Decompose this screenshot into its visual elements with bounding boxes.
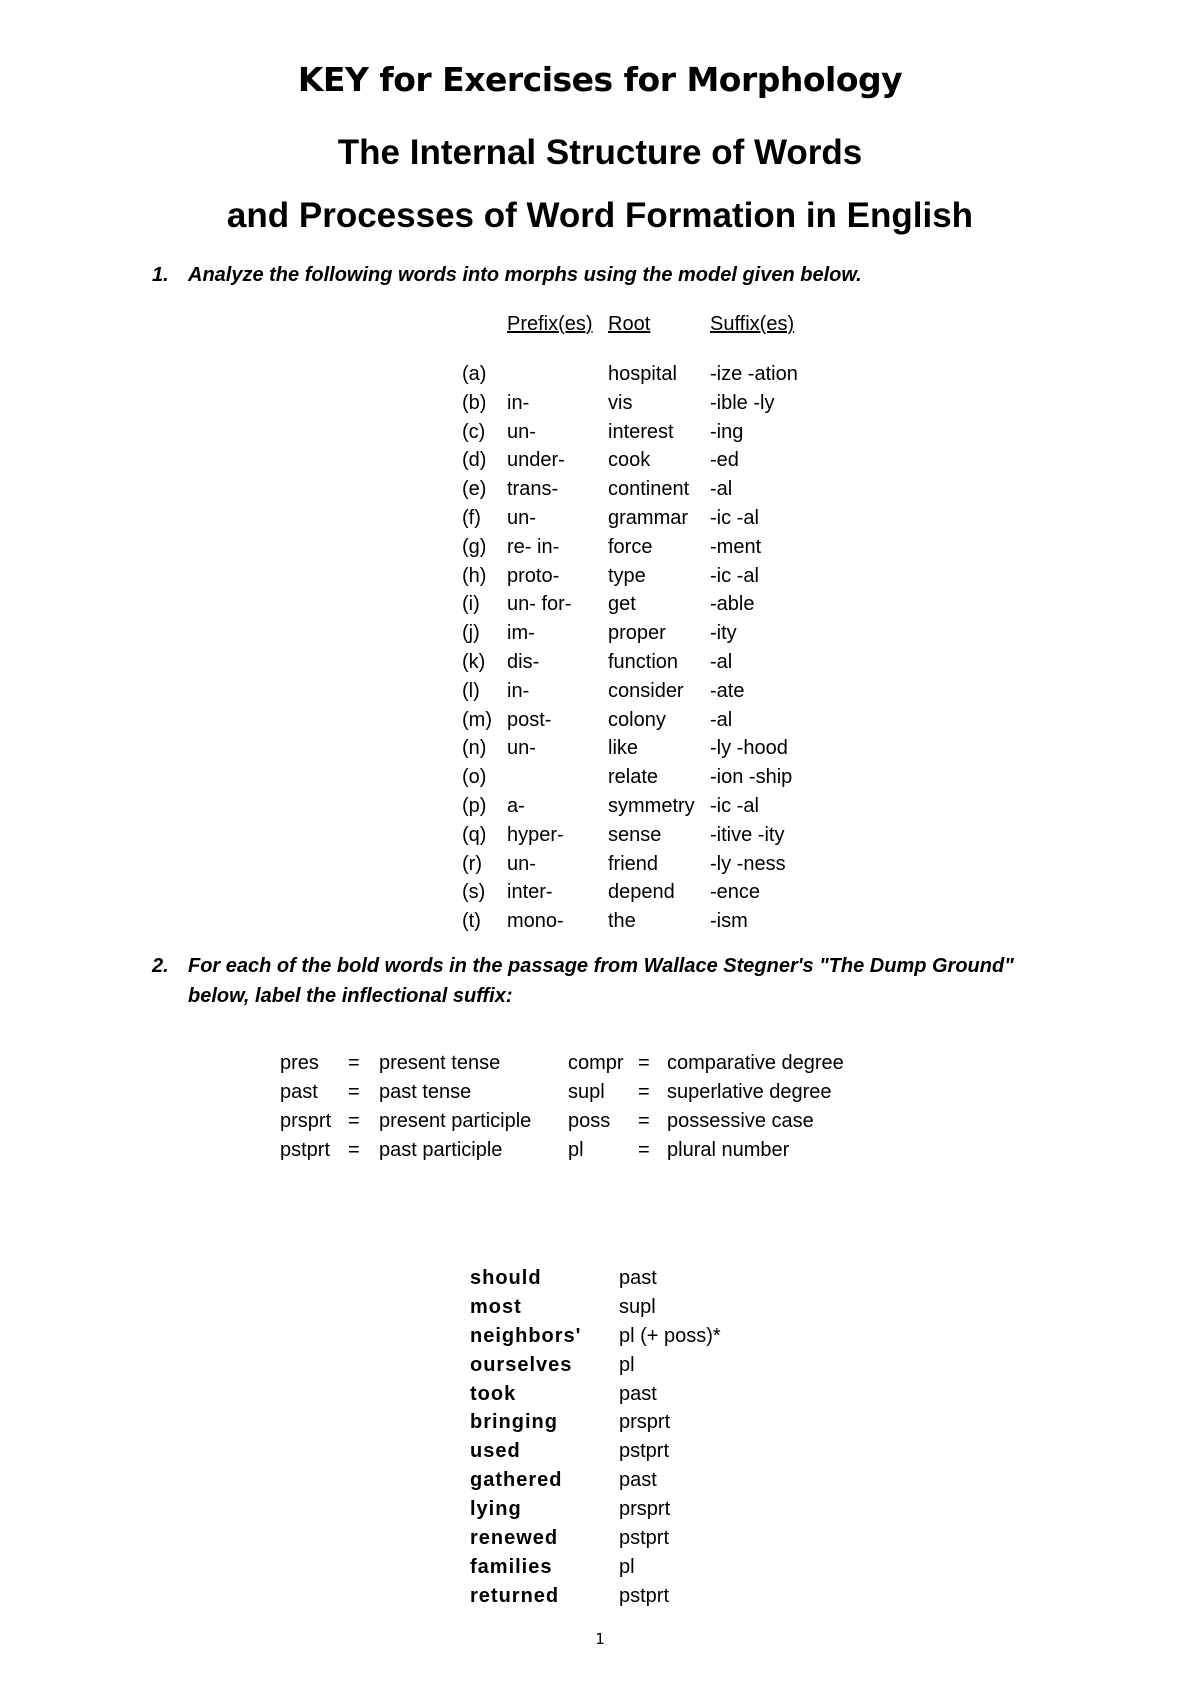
header-prefix: Prefix(es): [507, 313, 593, 335]
row-label: (d): [462, 449, 487, 472]
abbreviation-code: supl: [568, 1081, 605, 1103]
row-root: proper: [608, 622, 666, 645]
row-suffix: -ed: [710, 449, 739, 472]
abbreviation-description: plural number: [667, 1139, 790, 1161]
row-root: force: [608, 535, 653, 558]
row-suffix: -ism: [710, 910, 748, 933]
answer-word: renewed: [470, 1527, 559, 1550]
document-subtitle-line2: and Processes of Word Formation in English: [226, 196, 974, 235]
answer-word: gathered: [470, 1469, 563, 1492]
equals-sign: =: [638, 1139, 650, 1161]
row-prefix: trans-: [507, 478, 559, 501]
row-suffix: -ic -al: [710, 506, 759, 529]
document-subtitle-line1: The Internal Structure of Words: [337, 133, 863, 172]
row-label: (e): [462, 478, 487, 501]
row-suffix: -able: [710, 593, 755, 616]
row-prefix: mono-: [507, 910, 564, 933]
row-root: get: [608, 593, 636, 616]
row-root: the: [608, 910, 636, 933]
abbreviation-description: present tense: [379, 1052, 501, 1074]
abbreviation-code: poss: [568, 1110, 611, 1132]
row-suffix: -ly -hood: [710, 737, 788, 760]
abbreviation-description: present participle: [379, 1110, 532, 1132]
row-label: (f): [462, 506, 481, 529]
answer-label: prsprt: [619, 1411, 671, 1434]
row-root: function: [608, 650, 679, 673]
row-root: type: [608, 564, 646, 587]
answer-word: ourselves: [470, 1353, 573, 1376]
row-root: friend: [608, 852, 659, 875]
answer-label: prsprt: [619, 1498, 671, 1521]
exercise2-number: 2.: [152, 955, 169, 977]
abbreviation-description: past tense: [379, 1081, 472, 1103]
row-label: (s): [462, 881, 486, 904]
abbreviation-code: past: [280, 1081, 318, 1103]
row-suffix: -ing: [710, 420, 744, 443]
row-label: (l): [462, 679, 480, 702]
row-label: (o): [462, 766, 487, 789]
row-prefix: post-: [507, 708, 552, 731]
row-prefix: inter-: [507, 881, 553, 904]
row-prefix: in-: [507, 391, 530, 414]
row-label: (i): [462, 593, 480, 616]
answer-label: pstprt: [619, 1440, 670, 1463]
answer-word: used: [470, 1440, 521, 1463]
row-root: like: [608, 737, 639, 760]
row-suffix: -ize -ation: [710, 363, 798, 385]
answer-word: bringing: [470, 1411, 558, 1434]
row-label: (b): [462, 391, 487, 414]
equals-sign: =: [638, 1110, 650, 1132]
row-label: (m): [462, 708, 492, 731]
row-root: interest: [608, 420, 674, 443]
row-label: (r): [462, 852, 482, 875]
row-suffix: -ence: [710, 881, 761, 904]
row-suffix: -ly -ness: [710, 852, 786, 875]
answer-word: took: [470, 1382, 517, 1405]
row-prefix: un-: [507, 852, 536, 875]
answer-word: families: [470, 1555, 553, 1578]
row-suffix: -ity: [710, 622, 737, 645]
row-label: (k): [462, 650, 486, 673]
row-prefix: im-: [507, 622, 535, 645]
equals-sign: =: [638, 1052, 650, 1074]
row-prefix: under-: [507, 449, 565, 472]
row-prefix: in-: [507, 679, 530, 702]
row-label: (p): [462, 794, 487, 817]
abbreviation-code: pl: [568, 1139, 584, 1161]
answer-label: pstprt: [619, 1584, 670, 1607]
equals-sign: =: [348, 1139, 360, 1161]
row-root: hospital: [608, 363, 677, 385]
abbreviation-description: past participle: [379, 1139, 503, 1161]
row-prefix: dis-: [507, 650, 540, 673]
row-suffix: -itive -ity: [710, 823, 785, 846]
row-label: (a): [462, 363, 487, 385]
row-suffix: -al: [710, 708, 733, 731]
exercise1-instruction: Analyze the following words into morphs using the model given below.: [188, 264, 862, 286]
equals-sign: =: [348, 1052, 360, 1074]
row-suffix: -ment: [710, 535, 762, 558]
equals-sign: =: [348, 1110, 360, 1132]
row-suffix: -ic -al: [710, 794, 759, 817]
equals-sign: =: [638, 1081, 650, 1103]
answer-label: pl: [619, 1353, 635, 1376]
answer-label: past: [619, 1469, 657, 1492]
row-label: (t): [462, 910, 481, 933]
exercise1-number: 1.: [152, 264, 169, 286]
row-prefix: un-: [507, 420, 536, 443]
row-prefix: proto-: [507, 564, 560, 587]
row-label: (j): [462, 622, 480, 645]
row-root: sense: [608, 823, 662, 846]
answer-label: pl (+ poss)*: [619, 1324, 721, 1347]
row-suffix: -ible -ly: [710, 391, 775, 414]
row-root: cook: [608, 449, 651, 472]
row-suffix: -al: [710, 478, 733, 501]
row-suffix: -ion -ship: [710, 766, 793, 789]
answer-word: should: [470, 1267, 542, 1289]
row-label: (c): [462, 420, 486, 443]
row-prefix: a-: [507, 794, 525, 817]
row-root: grammar: [608, 506, 689, 529]
row-prefix: re- in-: [507, 535, 560, 558]
answer-label: past: [619, 1267, 657, 1289]
answer-word: returned: [470, 1584, 560, 1607]
abbreviation-description: superlative degree: [667, 1081, 832, 1103]
answer-label: pstprt: [619, 1527, 670, 1550]
abbreviation-description: comparative degree: [667, 1052, 844, 1074]
answer-word: neighbors': [470, 1324, 582, 1347]
row-suffix: -ic -al: [710, 564, 759, 587]
row-root: colony: [608, 708, 666, 731]
row-label: (g): [462, 535, 487, 558]
row-suffix: -ate: [710, 679, 745, 702]
answer-word: lying: [470, 1498, 522, 1521]
document-title: KEY for Exercises for Morphology: [297, 60, 903, 99]
abbreviation-code: compr: [568, 1052, 624, 1074]
header-suffix: Suffix(es): [710, 313, 795, 335]
row-root: symmetry: [608, 794, 695, 817]
row-root: depend: [608, 881, 675, 904]
row-prefix: un-: [507, 737, 536, 760]
abbreviation-description: possessive case: [667, 1110, 814, 1132]
answer-label: supl: [619, 1295, 656, 1318]
row-root: vis: [608, 391, 633, 414]
header-root: Root: [608, 313, 651, 335]
row-prefix: un-: [507, 506, 536, 529]
answer-label: past: [619, 1382, 657, 1405]
page-number: 1: [595, 1630, 605, 1648]
row-root: consider: [608, 679, 684, 702]
row-prefix: un- for-: [507, 593, 572, 616]
row-label: (h): [462, 564, 487, 587]
row-root: continent: [608, 478, 690, 501]
row-suffix: -al: [710, 650, 733, 673]
exercise2-instruction: For each of the bold words in the passage from Wallace Stegner's "The Dump Ground" below, label the inflectional suffix:: [188, 955, 1014, 1007]
row-prefix: hyper-: [507, 823, 564, 846]
equals-sign: =: [348, 1081, 360, 1103]
row-label: (n): [462, 737, 487, 760]
answer-label: pl: [619, 1555, 635, 1578]
abbreviation-code: pstprt: [280, 1139, 331, 1161]
row-label: (q): [462, 823, 487, 846]
answer-word: most: [470, 1295, 522, 1318]
abbreviation-code: prsprt: [280, 1110, 332, 1132]
abbreviation-code: pres: [280, 1052, 319, 1074]
row-root: relate: [608, 766, 659, 789]
